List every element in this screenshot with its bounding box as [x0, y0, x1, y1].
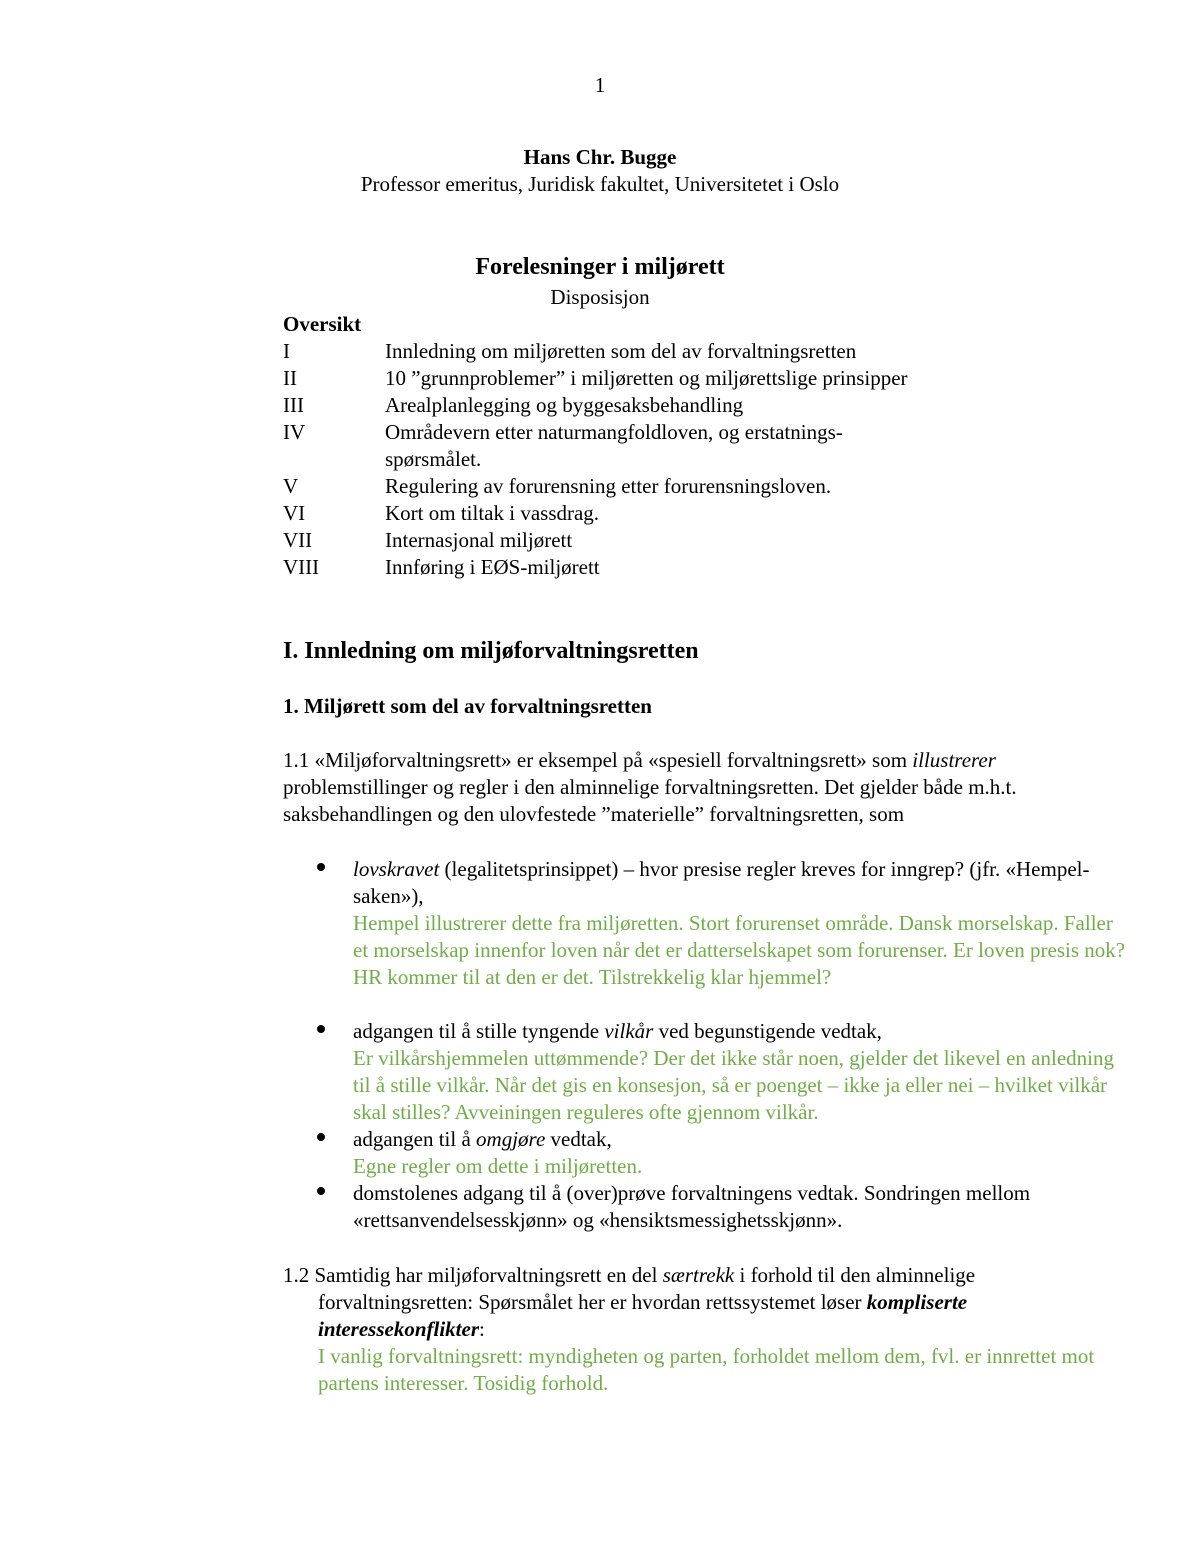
bullet-item [353, 1018, 1133, 1126]
emphasis-text: omgjøre [476, 1127, 546, 1151]
overview-item [0, 554, 1200, 581]
bullet-text: domstolenes adgang til å (over)prøve forvaltningens vedtak. Sondringen mellom «rettsanvendelsesskjønn» og «hensiktsmessighetsskjønn». [353, 1181, 1031, 1232]
bullet-text [353, 1126, 1133, 1153]
paragraph-body: 1.2 Samtidig har miljøforvaltningsrett en del [283, 1263, 663, 1287]
overview-item-text: Internasjonal miljørett [385, 528, 573, 552]
overview-item [0, 527, 1200, 554]
overview-item-text-continued: spørsmålet. [385, 447, 482, 471]
section-heading: I. Innledning om miljøforvaltningsretten [283, 638, 699, 664]
overview-item-text: Innføring i EØS-miljørett [385, 555, 600, 579]
bullet-body: vedtak, [545, 1127, 612, 1151]
emphasis-text: vilkår [604, 1019, 654, 1043]
overview-item [0, 392, 1200, 419]
overview-item-number: VII [283, 528, 313, 552]
bullet-item [353, 1126, 1133, 1180]
bullet-body: adgangen til å [353, 1127, 477, 1151]
overview-heading: Oversikt [283, 312, 362, 336]
document-subtitle: Disposisjon [550, 285, 650, 309]
overview-item-number: VI [283, 501, 306, 525]
emphasis-text: illustrerer [912, 748, 996, 772]
bullet-text [353, 856, 1133, 910]
subsection-heading: 1. Miljørett som del av forvaltningsretten [283, 694, 652, 718]
overview-item-number: III [283, 393, 304, 417]
bullet-body: (legalitetsprinsippet) – hvor presise regler kreves for inngrep? (jfr. «Hempel-saken»), [353, 857, 1090, 908]
overview-item [0, 365, 1200, 392]
overview-item [0, 473, 1200, 500]
bullet-icon [317, 863, 325, 871]
paragraph-body: i forhold til den alminnelige forvaltningsretten: Spørsmålet her er hvordan rettssystemet løser [318, 1263, 976, 1314]
paragraph-1-1 [283, 747, 1123, 828]
bullet-text [353, 1018, 1133, 1045]
bullet-note: Egne regler om dette i miljøretten. [353, 1154, 643, 1178]
bullet-icon [317, 1025, 325, 1033]
overview-item-text: 10 ”grunnproblemer” i miljøretten og miljørettslige prinsipper [385, 366, 908, 390]
overview-item-text: Områdevern etter naturmangfoldloven, og erstatnings- [385, 420, 843, 444]
overview-item-number: II [283, 366, 297, 390]
overview-item-number: V [283, 474, 299, 498]
overview-item-number: IV [283, 420, 306, 444]
overview-item-number: I [283, 339, 290, 363]
overview-item-text: Innledning om miljøretten som del av forvaltningsretten [385, 339, 857, 363]
emphasis-text: særtrekk [662, 1263, 735, 1287]
paragraph-body: : [479, 1317, 485, 1341]
overview-item [0, 500, 1200, 527]
bullet-body: adgangen til å stille tyngende [353, 1019, 605, 1043]
emphasis-text: lovskravet [353, 857, 440, 881]
paragraph-text: 1.1 «Miljøforvaltningsrett» er eksempel på «spesiell forvaltningsrett» som [283, 748, 913, 772]
paragraph-text: problemstillinger og regler i den alminnelige forvaltningsretten. Det gjelder både m.h.t. saksbehandlingen og den ulovfestede ”materielle” forvaltningsretten, som [283, 775, 1017, 826]
bullet-note: Hempel illustrerer dette fra miljøretten. Stort forurenset område. Dansk morselskap. Faller et morselskap innenfor loven når det er datterselskapet som forurenser. Er loven presis nok? HR kommer til at den er det. Tilstrekkelig klar hjemmel? [353, 911, 1126, 989]
document-title: Forelesninger i miljørett [475, 254, 725, 280]
overview-item [0, 338, 1200, 365]
emphasis-text: kompliserte interessekonflikter [318, 1290, 968, 1341]
bullet-item [353, 1180, 1133, 1234]
bullet-note: Er vilkårshjemmelen uttømmende? Der det ikke står noen, gjelder det likevel en anledning til å stille vilkår. Når det gis en konsesjon, så er poenget – ikke ja eller nei – hvilket vilkår skal stilles? Avveiningen reguleres ofte gjennom vilkår. [353, 1046, 1114, 1124]
bullet-body: ved begunstigende vedtak, [653, 1019, 882, 1043]
paragraph-1-2 [283, 1262, 1123, 1397]
overview-item-text: Arealplanlegging og byggesaksbehandling [385, 393, 744, 417]
paragraph-text [283, 1262, 1123, 1343]
bullet-icon [317, 1187, 325, 1195]
paragraph-note: I vanlig forvaltningsrett: myndigheten og parten, forholdet mellom dem, fvl. er innrettet mot partens interesser. Tosidig forhold. [318, 1344, 1095, 1395]
bullet-item [353, 856, 1133, 991]
bullet-icon [317, 1133, 325, 1141]
overview-item [0, 419, 1200, 473]
overview-item-number: VIII [283, 555, 320, 579]
author-affiliation: Professor emeritus, Juridisk fakultet, Universitetet i Oslo [360, 172, 840, 196]
overview-item-text: Kort om tiltak i vassdrag. [385, 501, 600, 525]
author-name: Hans Chr. Bugge [523, 145, 677, 169]
overview-item-text: Regulering av forurensning etter forurensningsloven. [385, 474, 832, 498]
page-number: 1 [594, 73, 606, 97]
